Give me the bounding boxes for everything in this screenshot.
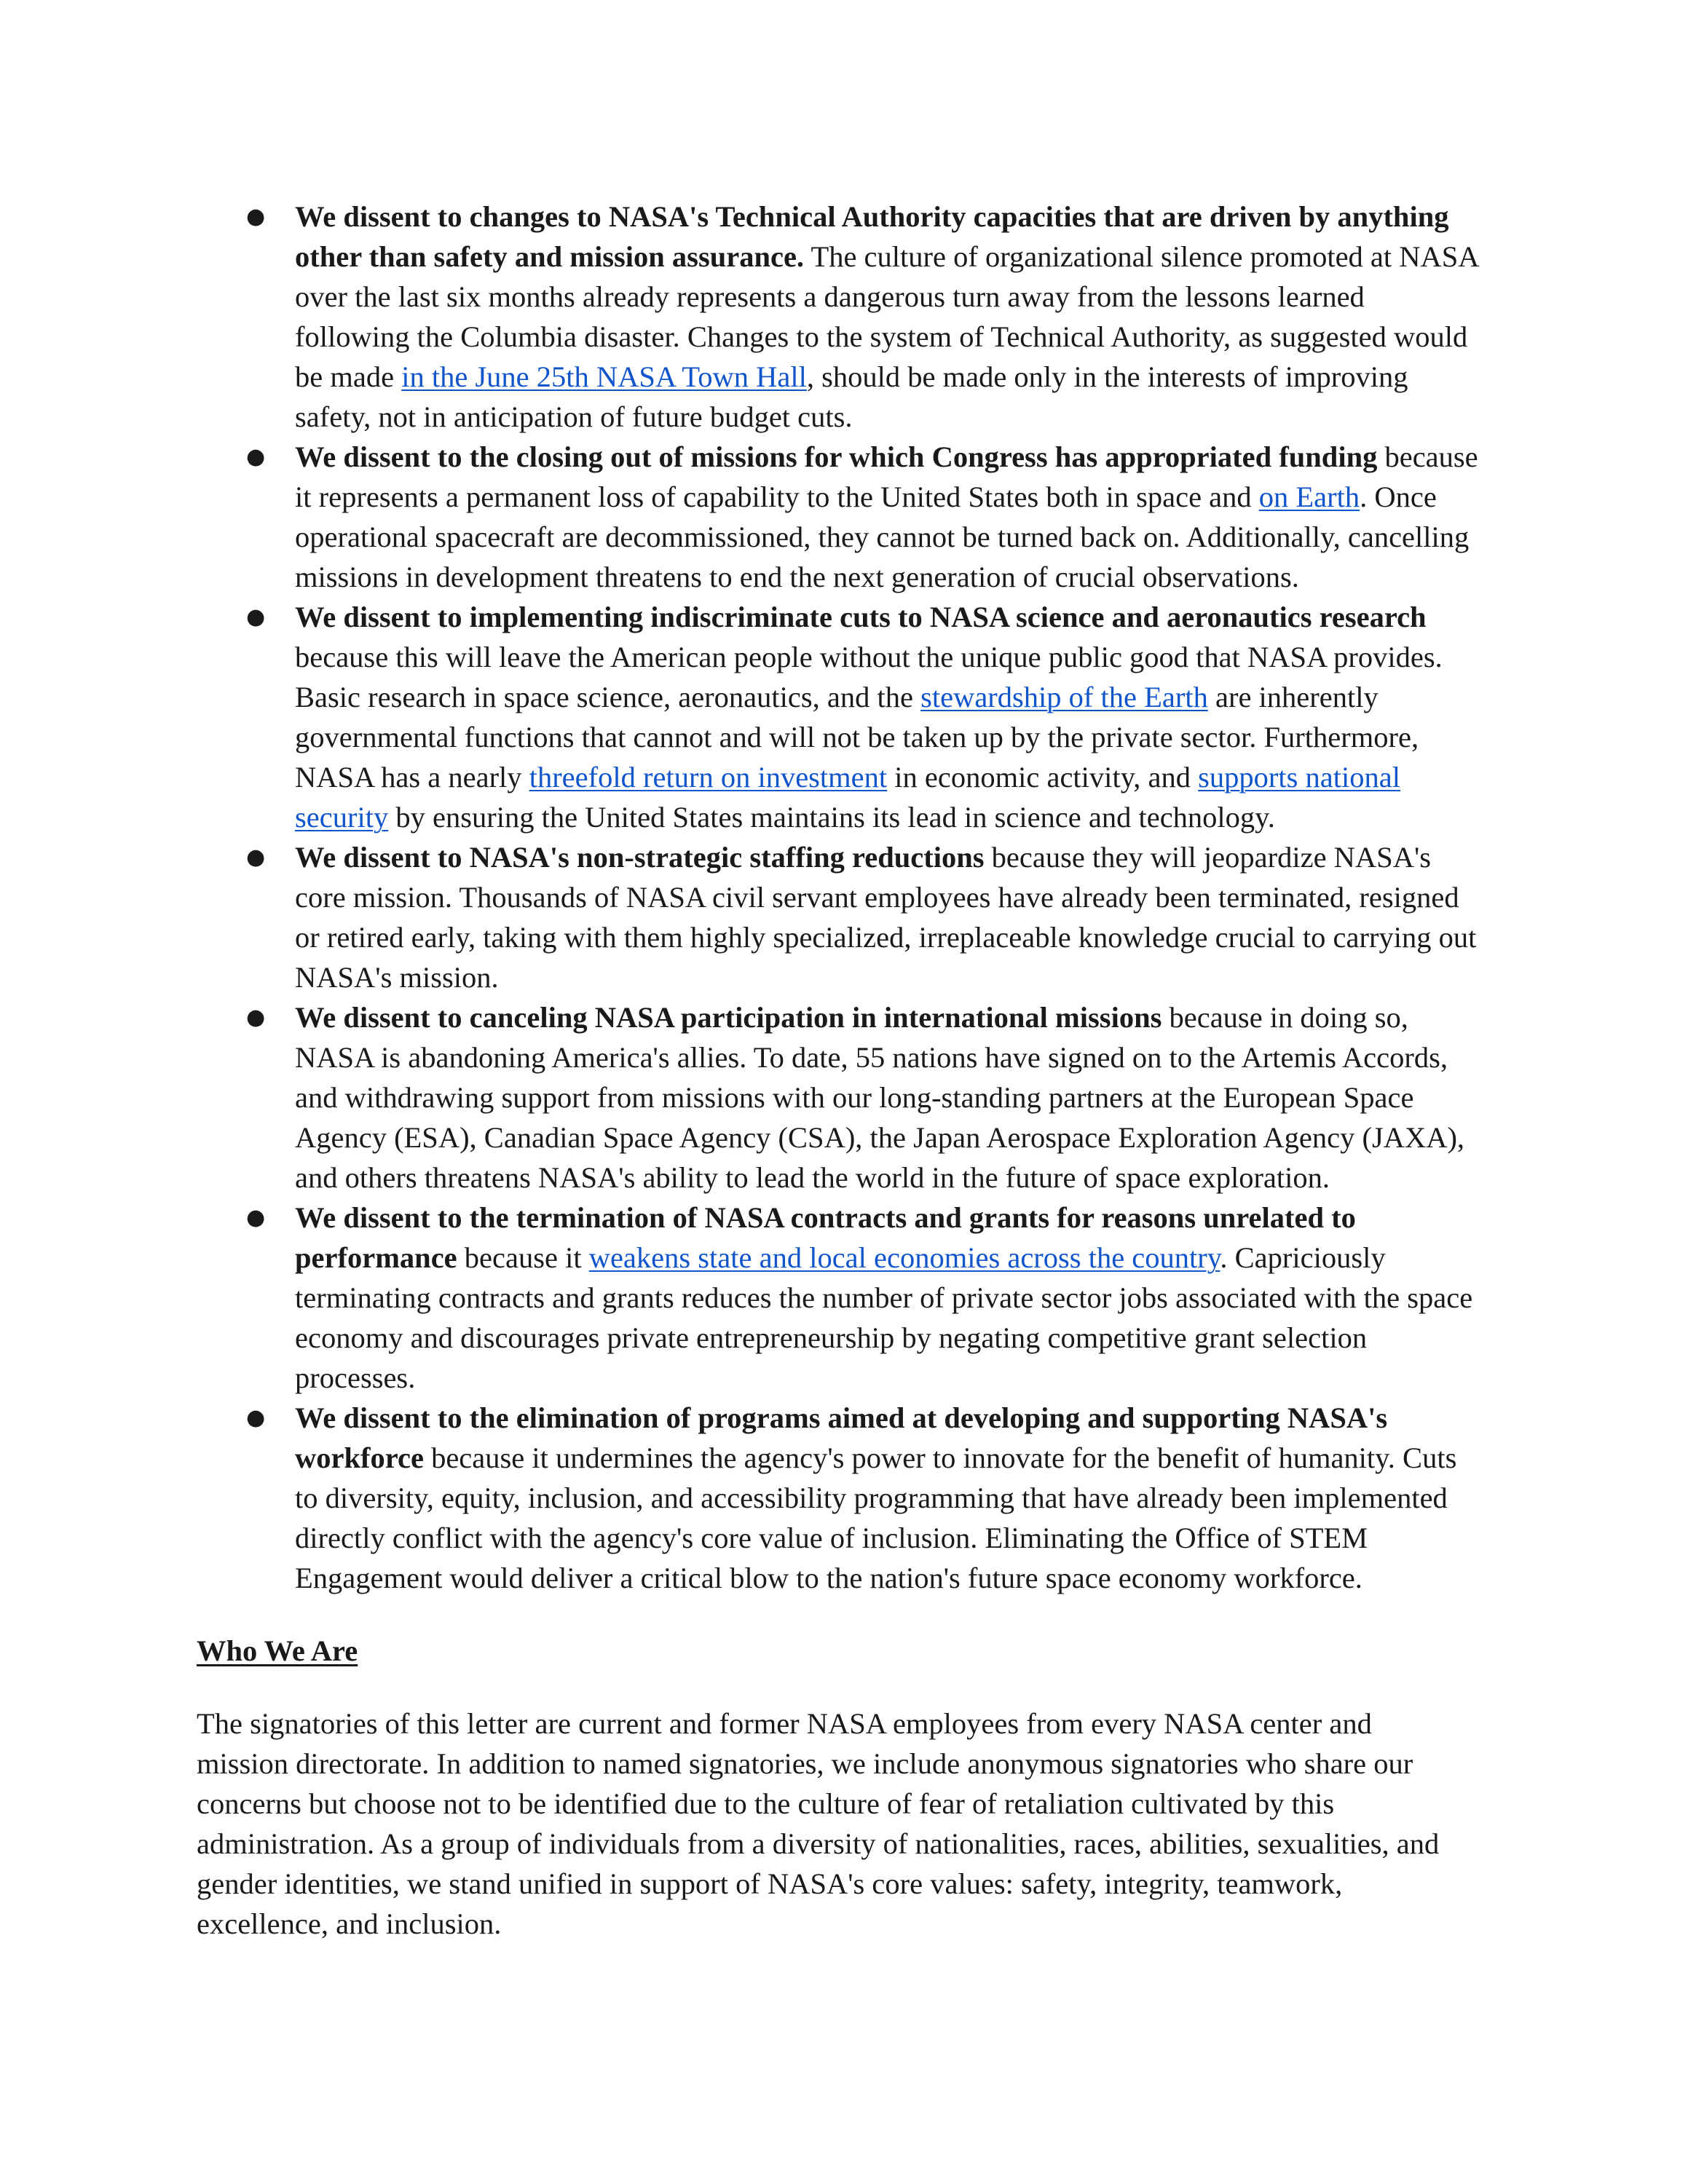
bullet-icon: ● <box>246 1405 266 1431</box>
item-bold-lead: We dissent to canceling NASA participation in international missions <box>295 1001 1162 1034</box>
list-item <box>197 597 1478 837</box>
link-june-town-hall[interactable]: in the June 25th NASA Town Hall <box>401 360 807 393</box>
list-item <box>197 437 1478 597</box>
bullet-icon: ● <box>246 204 266 229</box>
item-text: because this will leave the American people without the unique public good that NASA provides. Basic research in space science, aeronautics, and the <box>295 641 1443 713</box>
link-stewardship-of-earth[interactable]: stewardship of the Earth <box>920 681 1208 713</box>
dissent-list <box>197 197 1478 1598</box>
item-bold-lead: We dissent to NASA's non-strategic staffing reductions <box>295 841 985 874</box>
item-bold-lead: We dissent to changes to NASA's Technical Authority capacities that are driven by anything other than safety and mission assurance. <box>295 200 1449 273</box>
bullet-icon: ● <box>246 1205 266 1230</box>
item-text: because it undermines the agency's power to innovate for the benefit of humanity. Cuts to diversity, equity, inclusion, and accessibility programming that have already been implemented directly conflict with the agency's core value of inclusion. Eliminating the Office of STEM Engagement would deliver a critical blow to the nation's future space economy workforce. <box>295 1441 1457 1594</box>
document-body <box>197 197 1478 1944</box>
item-text: because they will jeopardize NASA's core mission. Thousands of NASA civil servant employees have already been terminated, resigned or retired early, taking with them highly specialized, irreplaceable knowledge crucial to carrying out NASA's mission. <box>295 841 1477 994</box>
item-text: . Once operational spacecraft are decommissioned, they cannot be turned back on. Additionally, cancelling missions in development threatens to end the next generation of crucial observations. <box>295 480 1470 593</box>
list-item <box>197 997 1478 1198</box>
link-threefold-return[interactable]: threefold return on investment <box>529 761 888 794</box>
item-text: . Capriciously terminating contracts and grants reduces the number of private sector jobs associated with the space economy and discourages private entrepreneurship by negating competitive grant selection processes. <box>295 1241 1473 1394</box>
item-text: , should be made only in the interests of improving safety, not in anticipation of future budget cuts. <box>295 360 1408 433</box>
bullet-icon: ● <box>246 604 266 630</box>
link-weakens-economies[interactable]: weakens state and local economies across the country <box>588 1241 1220 1274</box>
item-text: because in doing so, NASA is abandoning America's allies. To date, 55 nations have signed on to the Artemis Accords, and withdrawing support from missions with our long-standing partners at the European Space Agency (ESA), Canadian Space Agency (CSA), the Japan Aerospace Exploration Agency (JAXA), and others threatens NASA's ability to lead the world in the future of space exploration. <box>295 1001 1465 1194</box>
item-text: by ensuring the United States maintains its lead in science and technology. <box>388 801 1275 834</box>
item-bold-lead: We dissent to the elimination of programs aimed at developing and supporting NASA's workforce <box>295 1401 1388 1474</box>
list-item <box>197 1398 1478 1598</box>
item-text: because it <box>457 1241 589 1274</box>
link-on-earth[interactable]: on Earth <box>1258 480 1360 513</box>
list-item <box>197 837 1478 997</box>
link-national-security[interactable]: supports national security <box>295 761 1401 834</box>
item-text: because it represents a permanent loss of capability to the United States both in space and <box>295 440 1478 513</box>
item-bold-lead: We dissent to implementing indiscriminate cuts to NASA science and aeronautics research <box>295 601 1427 633</box>
item-text: are inherently governmental functions that cannot and will not be taken up by the private sector. Furthermore, NASA has a nearly <box>295 681 1419 794</box>
item-bold-lead: We dissent to the termination of NASA contracts and grants for reasons unrelated to performance <box>295 1201 1356 1274</box>
list-item <box>197 1198 1478 1398</box>
item-bold-lead: We dissent to the closing out of missions for which Congress has appropriated funding <box>295 440 1378 473</box>
section-heading-who-we-are: Who We Are <box>197 1634 358 1667</box>
item-text: in economic activity, and <box>887 761 1199 794</box>
bullet-icon: ● <box>246 844 266 870</box>
section-paragraph: The signatories of this letter are current and former NASA employees from every NASA center and mission directorate. In addition to named signatories, we include anonymous signatories who share our concerns but choose not to be identified due to the culture of fear of retaliation cultivated by this administration. As a group of individuals from a diversity of nationalities, races, abilities, sexualities, and gender identities, we stand unified in support of NASA's core values: safety, integrity, teamwork, excellence, and inclusion. <box>197 1707 1440 1940</box>
bullet-icon: ● <box>246 1005 266 1030</box>
list-item <box>197 197 1478 437</box>
bullet-icon: ● <box>246 444 266 470</box>
item-text: The culture of organizational silence promoted at NASA over the last six months already represents a dangerous turn away from the lessons learned following the Columbia disaster. Changes to the system of Technical Authority, as suggested would be made <box>295 240 1478 393</box>
